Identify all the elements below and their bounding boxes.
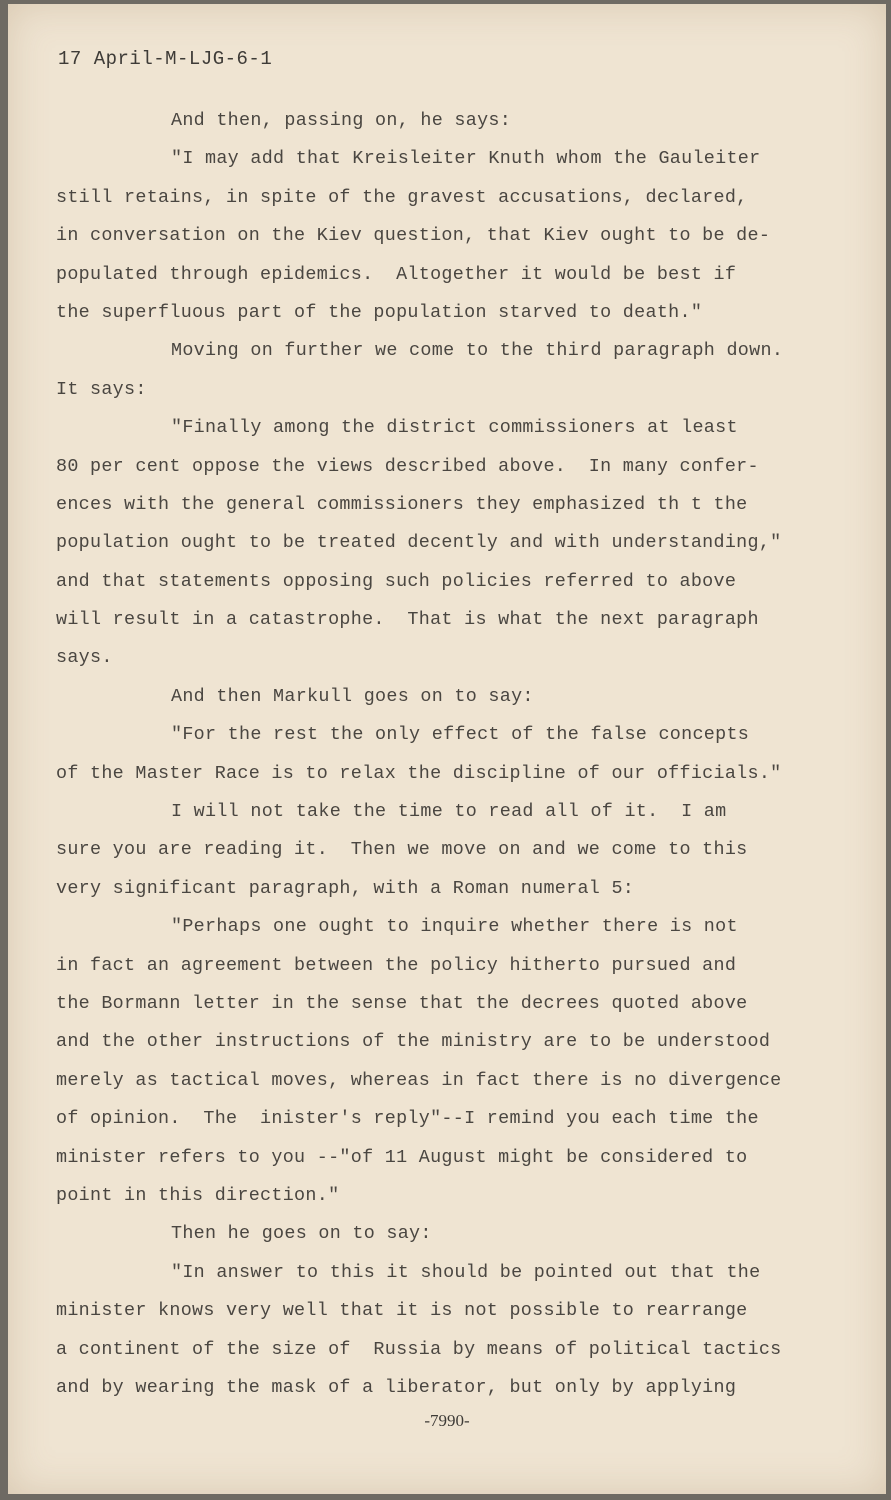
transcript-line: very significant paragraph, with a Roman numeral 5: — [56, 877, 635, 899]
transcript-line: of the Master Race is to relax the discipline of our officials." — [56, 762, 782, 784]
typed-page — [8, 4, 886, 1494]
transcript-line: still retains, in spite of the gravest accusations, declared, — [56, 186, 748, 208]
transcript-line: ences with the general commissioners they emphasized th t the — [56, 493, 748, 515]
transcript-line: the Bormann letter in the sense that the decrees quoted above — [56, 992, 748, 1014]
transcript-line: I will not take the time to read all of it. I am — [171, 801, 727, 823]
transcript-line: in conversation on the Kiev question, that Kiev ought to be de- — [56, 225, 771, 247]
transcript-line: merely as tactical moves, whereas in fact there is no divergence — [56, 1069, 782, 1091]
transcript-line: population ought to be treated decently and with understanding," — [56, 532, 782, 554]
transcript-line: "For the rest the only effect of the false concepts — [171, 724, 750, 746]
transcript-line: of opinion. The inister's reply"--I remind you each time the — [56, 1108, 759, 1130]
transcript-line: populated through epidemics. Altogether it would be best if — [56, 263, 737, 285]
transcript-line: will result in a catastrophe. That is what the next paragraph — [56, 609, 759, 631]
transcript-line: in fact an agreement between the policy hitherto pursued and — [56, 954, 737, 976]
transcript-line: "I may add that Kreisleiter Knuth whom the Gauleiter — [171, 148, 761, 170]
transcript-line: "Perhaps one ought to inquire whether there is not — [171, 916, 738, 938]
transcript-line: minister knows very well that it is not possible to rearrange — [56, 1300, 748, 1322]
transcript-body — [56, 102, 856, 1407]
transcript-line: It says: — [56, 378, 147, 400]
transcript-line: 80 per cent oppose the views described above. In many confer- — [56, 455, 759, 477]
transcript-line: Then he goes on to say: — [171, 1223, 432, 1245]
transcript-line: and the other instructions of the ministry are to be understood — [56, 1031, 771, 1053]
transcript-line: Moving on further we come to the third paragraph down. — [171, 340, 784, 362]
transcript-line: and that statements opposing such policies referred to above — [56, 570, 737, 592]
transcript-line: And then, passing on, he says: — [171, 110, 512, 131]
transcript-line: "In answer to this it should be pointed out that the — [171, 1261, 761, 1283]
transcript-line: minister refers to you --"of 11 August might be considered to — [56, 1146, 748, 1168]
transcript-line: "Finally among the district commissioners at least — [171, 417, 738, 439]
transcript-line: point in this direction." — [56, 1184, 340, 1206]
transcript-line: says. — [56, 647, 113, 669]
document-reference-header: 17 April-M-LJG-6-1 — [58, 48, 273, 70]
transcript-line: And then Markull goes on to say: — [171, 685, 534, 707]
transcript-line: sure you are reading it. Then we move on and we come to this — [56, 839, 748, 861]
page-number: -7990- — [424, 1411, 470, 1430]
transcript-line: a continent of the size of Russia by means of political tactics — [56, 1338, 782, 1360]
transcript-line: and by wearing the mask of a liberator, but only by applying — [56, 1376, 737, 1398]
transcript-line: the superfluous part of the population starved to death." — [56, 301, 703, 323]
